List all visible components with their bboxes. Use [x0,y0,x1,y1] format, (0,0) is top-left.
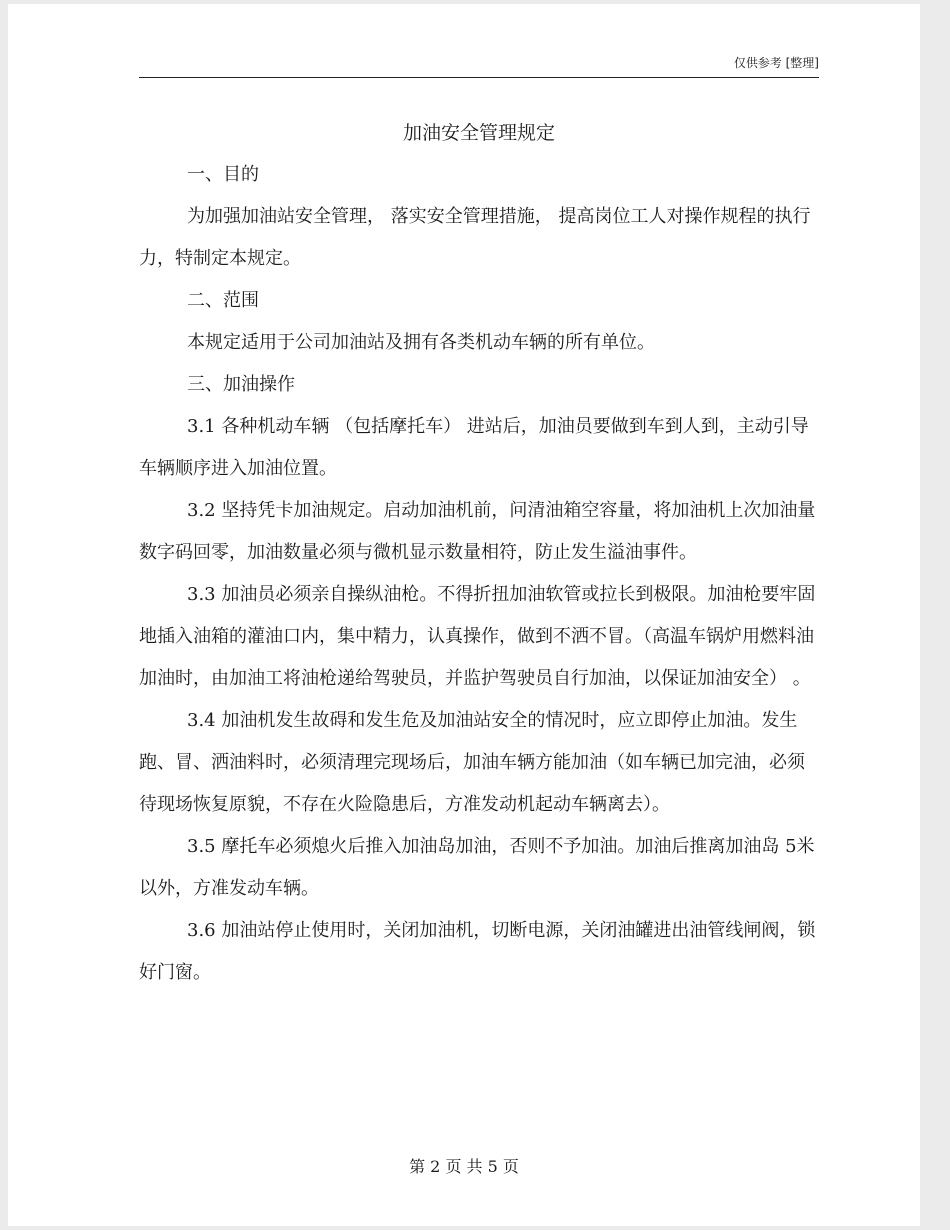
document-title: 加油安全管理规定 [402,122,555,144]
paragraph: 3.4 加油机发生故碍和发生危及加油站安全的情况时，应立即停止加油。发生跑、冒、洒油料时，必须清理完现场后，加油车辆方能加油（如车辆已加完油，必须待现场恢复原貌，不存在火险隐患后，方准发动机起动车辆离去）。 [139,710,805,815]
header-note: 仅供参考 [整理] [733,56,819,70]
page-number: 第 2 页 共 5 页 [409,1157,519,1176]
paragraph: 本规定适用于公司加油站及拥有各类机动车辆的所有单位。 [187,332,655,353]
document-body [139,112,819,994]
paragraph: 3.5 摩托车必须熄火后推入加油岛加油，否则不予加油。加油后推离加油岛 5米以外，方准发动车辆。 [139,836,815,899]
paragraph: 3.1 各种机动车辆 （包括摩托车） 进站后，加油员要做到车到人到，主动引导车辆顺序进入加油位置。 [139,416,809,479]
header-rule [139,77,819,78]
section-heading: 二、范围 [187,290,259,311]
paragraph: 3.3 加油员必须亲自操纵油枪。不得折扭加油软管或拉长到极限。加油枪要牢固地插入油箱的灌油口内，集中精力，认真操作，做到不洒不冒。（高温车锅炉用燃料油加油时，由加油工将油枪递给驾驶员，并监护驾驶员自行加油，以保证加油安全） 。 [139,584,816,689]
paragraph: 3.2 坚持凭卡加油规定。启动加油机前，问清油箱空容量，将加油机上次加油量数字码回零，加油数量必须与微机显示数量相符，防止发生溢油事件。 [139,500,816,563]
paragraph: 3.6 加油站停止使用时，关闭加油机，切断电源，关闭油罐进出油管线闸阀，锁好门窗。 [139,920,816,983]
section-heading: 一、目的 [187,164,259,185]
section-heading: 三、加油操作 [187,374,295,395]
document-page [8,4,920,1226]
paragraph: 为加强加油站安全管理， 落实安全管理措施， 提高岗位工人对操作规程的执行力，特制定本规定。 [139,206,811,269]
